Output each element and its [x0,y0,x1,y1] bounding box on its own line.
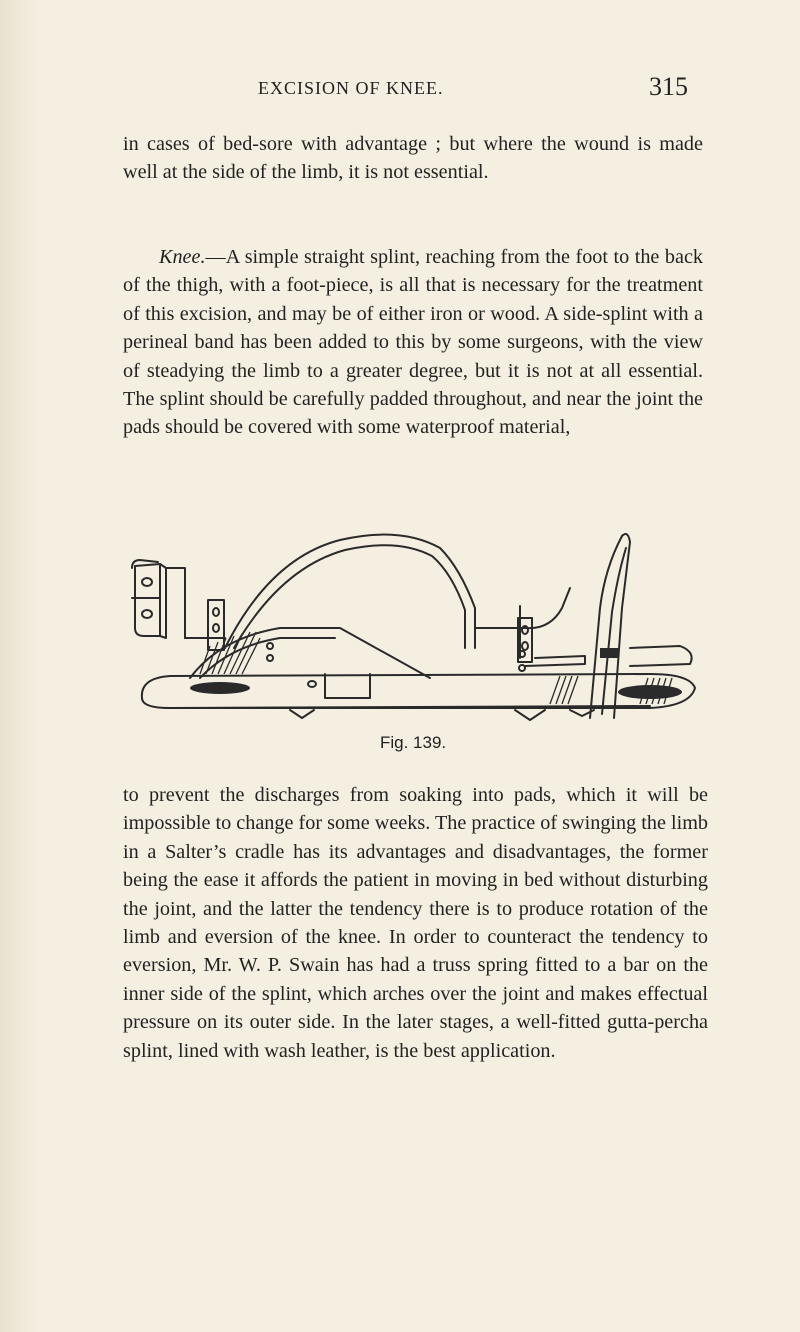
paragraph-3: to prevent the discharges from soaking into pads, which it will be impossible to change for some weeks. The practice of swinging the limb in a Salter’s cradle has its advantages and disadvantages, the former being the ease it affords the patient in moving in bed without disturbing the joint, and the latter the tendency there is to produce rotation of the limb and eversion of the knee. In order to counteract the tendency to eversion, Mr. W. P. Swain has had a truss spring fitted to a bar on the inner side of the splint, which arches over the joint and makes effectual pressure on its outer side. In the later stages, a well-fitted gutta-percha splint, lined with wash leather, is the best application. [123,784,708,1062]
page-number: 315 [649,72,688,101]
paragraph-2 [123,243,703,442]
paragraph-1: in cases of bed-sore with advantage ; but where the wound is made well at the side of the limb, it is not essential. [123,133,703,184]
foot-piece [132,560,166,638]
running-head: EXCISION OF KNEE. [258,78,444,98]
splint-illustration [130,528,705,738]
knee-subheading: Knee. [159,246,206,268]
paragraph-2-text: —A simple straight splint, reaching from the foot to the back of the thigh, with a foot-piece, is all that is necessary for the treatment of this excision, and may be of either iron or wood. A side-splint with a perineal band has been added to this by some surgeons, with the view of steadying the limb to a greater degree, but it is not at all essential. The splint should be carefully padded throughout, and near the joint the pads should be covered with some waterproof material, [123,246,703,439]
figure-caption: Fig. 139. [380,733,447,752]
